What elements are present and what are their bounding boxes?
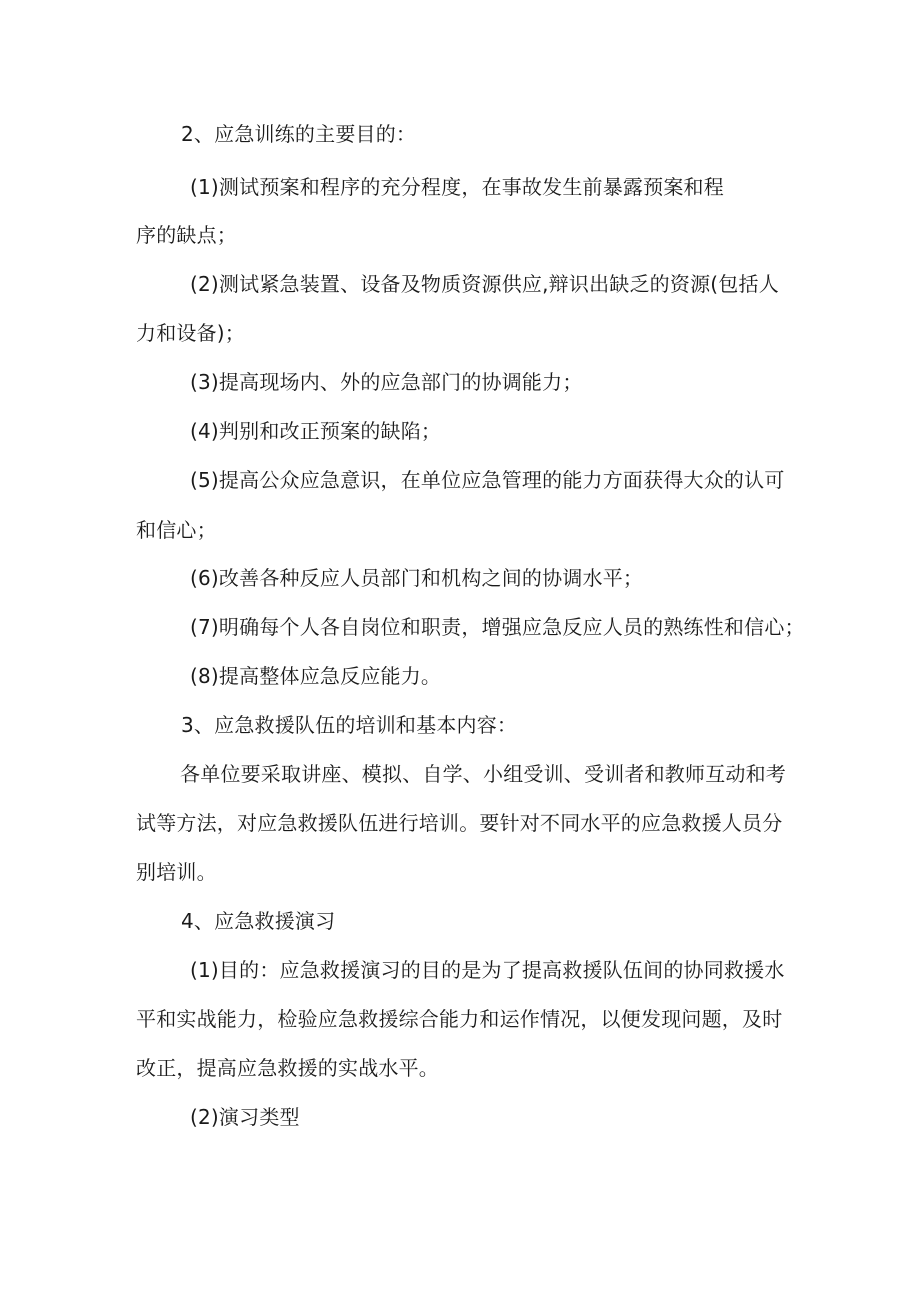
- text-line: 别培训。: [136, 860, 217, 884]
- text-line: (2)测试紧急装置、设备及物质资源供应,辩识出缺乏的资源(包括人: [190, 272, 779, 296]
- text-line: (2)演习类型: [190, 1105, 300, 1129]
- text-line: 力和设备)；: [136, 321, 246, 345]
- text-line: 4、应急救援演习: [181, 909, 336, 933]
- text-line: 序的缺点；: [136, 223, 237, 247]
- paragraph-line: [0, 803, 920, 843]
- section-heading-2: [0, 114, 920, 154]
- paragraph-line: [0, 656, 920, 696]
- text-line: (6)改善各种反应人员部门和机构之间的协调水平；: [190, 566, 644, 590]
- text-line: (1)测试预案和程序的充分程度，在事故发生前暴露预案和程: [190, 175, 724, 199]
- paragraph-line: [0, 999, 920, 1039]
- text-line: (3)提高现场内、外的应急部门的协调能力；: [190, 370, 583, 394]
- paragraph-line: [0, 411, 920, 451]
- text-line: 2、应急训练的主要目的：: [181, 122, 417, 146]
- paragraph-line: [0, 215, 920, 255]
- paragraph-line: [0, 1048, 920, 1088]
- paragraph-line: [0, 558, 920, 598]
- paragraph-line: [0, 264, 920, 304]
- text-line: (5)提高公众应急意识，在单位应急管理的能力方面获得大众的认可: [190, 468, 785, 492]
- paragraph-line: [0, 852, 920, 892]
- paragraph-line: [0, 607, 920, 647]
- text-line: (1)目的：应急救援演习的目的是为了提高救援队伍间的协同救援水: [190, 958, 785, 982]
- section-heading-4: [0, 901, 920, 941]
- paragraph-line: [0, 167, 920, 207]
- paragraph-line: [0, 510, 920, 550]
- text-line: 各单位要采取讲座、模拟、自学、小组受训、受训者和教师互动和考: [180, 762, 786, 786]
- paragraph-line: [0, 460, 920, 500]
- text-line: 和信心；: [136, 518, 217, 542]
- text-line: 试等方法，对应急救援队伍进行培训。要针对不同水平的应急救援人员分: [136, 811, 783, 835]
- paragraph-line: [0, 950, 920, 990]
- text-line: 平和实战能力，检验应急救援综合能力和运作情况，以便发现问题，及时: [136, 1007, 783, 1031]
- paragraph-line: [0, 754, 920, 794]
- text-line: 3、应急救援队伍的培训和基本内容：: [181, 713, 518, 737]
- text-line: (7)明确每个人各自岗位和职责，增强应急反应人员的熟练性和信心；: [190, 615, 805, 639]
- paragraph-line: [0, 1097, 920, 1137]
- text-line: 改正，提高应急救援的实战水平。: [136, 1056, 439, 1080]
- text-line: (8)提高整体应急反应能力。: [190, 664, 442, 688]
- section-heading-3: [0, 705, 920, 745]
- text-line: (4)判别和改正预案的缺陷；: [190, 419, 442, 443]
- paragraph-line: [0, 313, 920, 353]
- paragraph-line: [0, 362, 920, 402]
